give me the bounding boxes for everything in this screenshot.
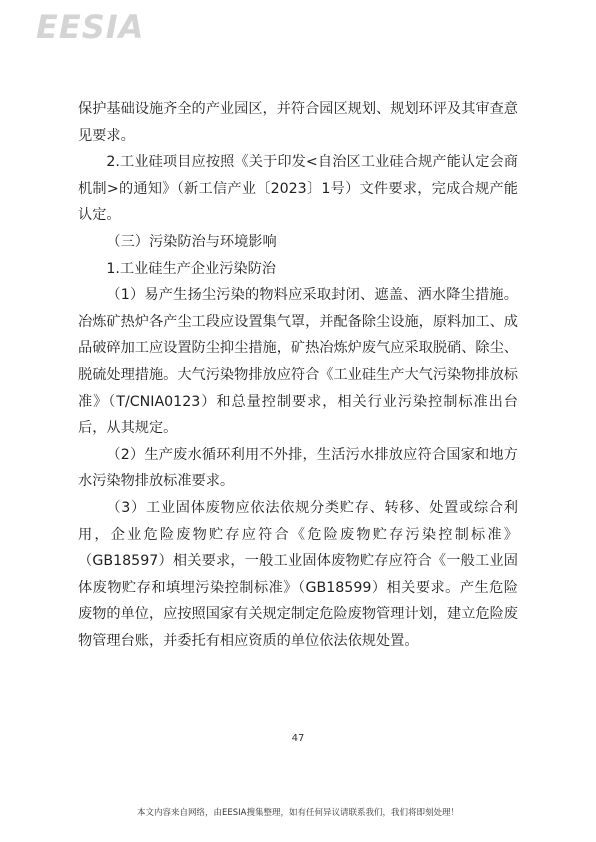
document-body xyxy=(78,96,518,654)
paragraph-solid-waste: （3）工业固体废物应依法依规分类贮存、转移、处置或综合利用，企业危险废物贮存应符合《危险废物贮存污染控制标准》（GB18597）相关要求，一般工业固体废物贮存应符合《一般工业固体废物贮存和填埋污染控制标准》（GB18599）相关要求。产生危险废物的单位，应按照国家有关规定制定危险废物管理计划，建立危险废物管理台账，并委托有相应资质的单位依法依规处置。 xyxy=(78,499,518,649)
paragraph-wastewater: （2）生产废水循环利用不外排，生活污水排放应符合国家和地方水污染物排放标准要求。 xyxy=(78,446,518,490)
page-number: 47 xyxy=(291,733,305,744)
eesia-logo: EESIA xyxy=(36,8,145,46)
section-heading: （三）污染防治与环境影响 xyxy=(106,233,277,250)
footer-disclaimer: 本文内容来自网络，由EESIA搜集整理，如有任何异议请联系我们，我们将即刻处理！ xyxy=(137,808,459,818)
paragraph-continuation: 保护基础设施齐全的产业园区，并符合园区规划、规划环评及其审查意见要求。 xyxy=(78,101,518,144)
subsection-heading: 1.工业硅生产企业污染防治 xyxy=(106,260,276,277)
paragraph-item-2: 2.工业硅项目应按照《关于印发<自治区工业硅合规产能认定会商机制>的通知》（新工信产业〔2023〕1号）文件要求，完成合规产能认定。 xyxy=(78,154,518,224)
paragraph-air-pollution: （1）易产生扬尘污染的物料应采取封闭、遮盖、洒水降尘措施。冶炼矿热炉各产尘工段应设置集气罩，并配备除尘设施，原料加工、成品破碎加工应设置防尘抑尘措施，矿热冶炼炉废气应采取脱硝、除尘、脱硫处理措施。大气污染物排放应符合《工业硅生产大气污染物排放标准》（T/CNIA0123）和总量控制要求，相关行业污染控制标准出台后，从其规定。 xyxy=(78,287,518,437)
